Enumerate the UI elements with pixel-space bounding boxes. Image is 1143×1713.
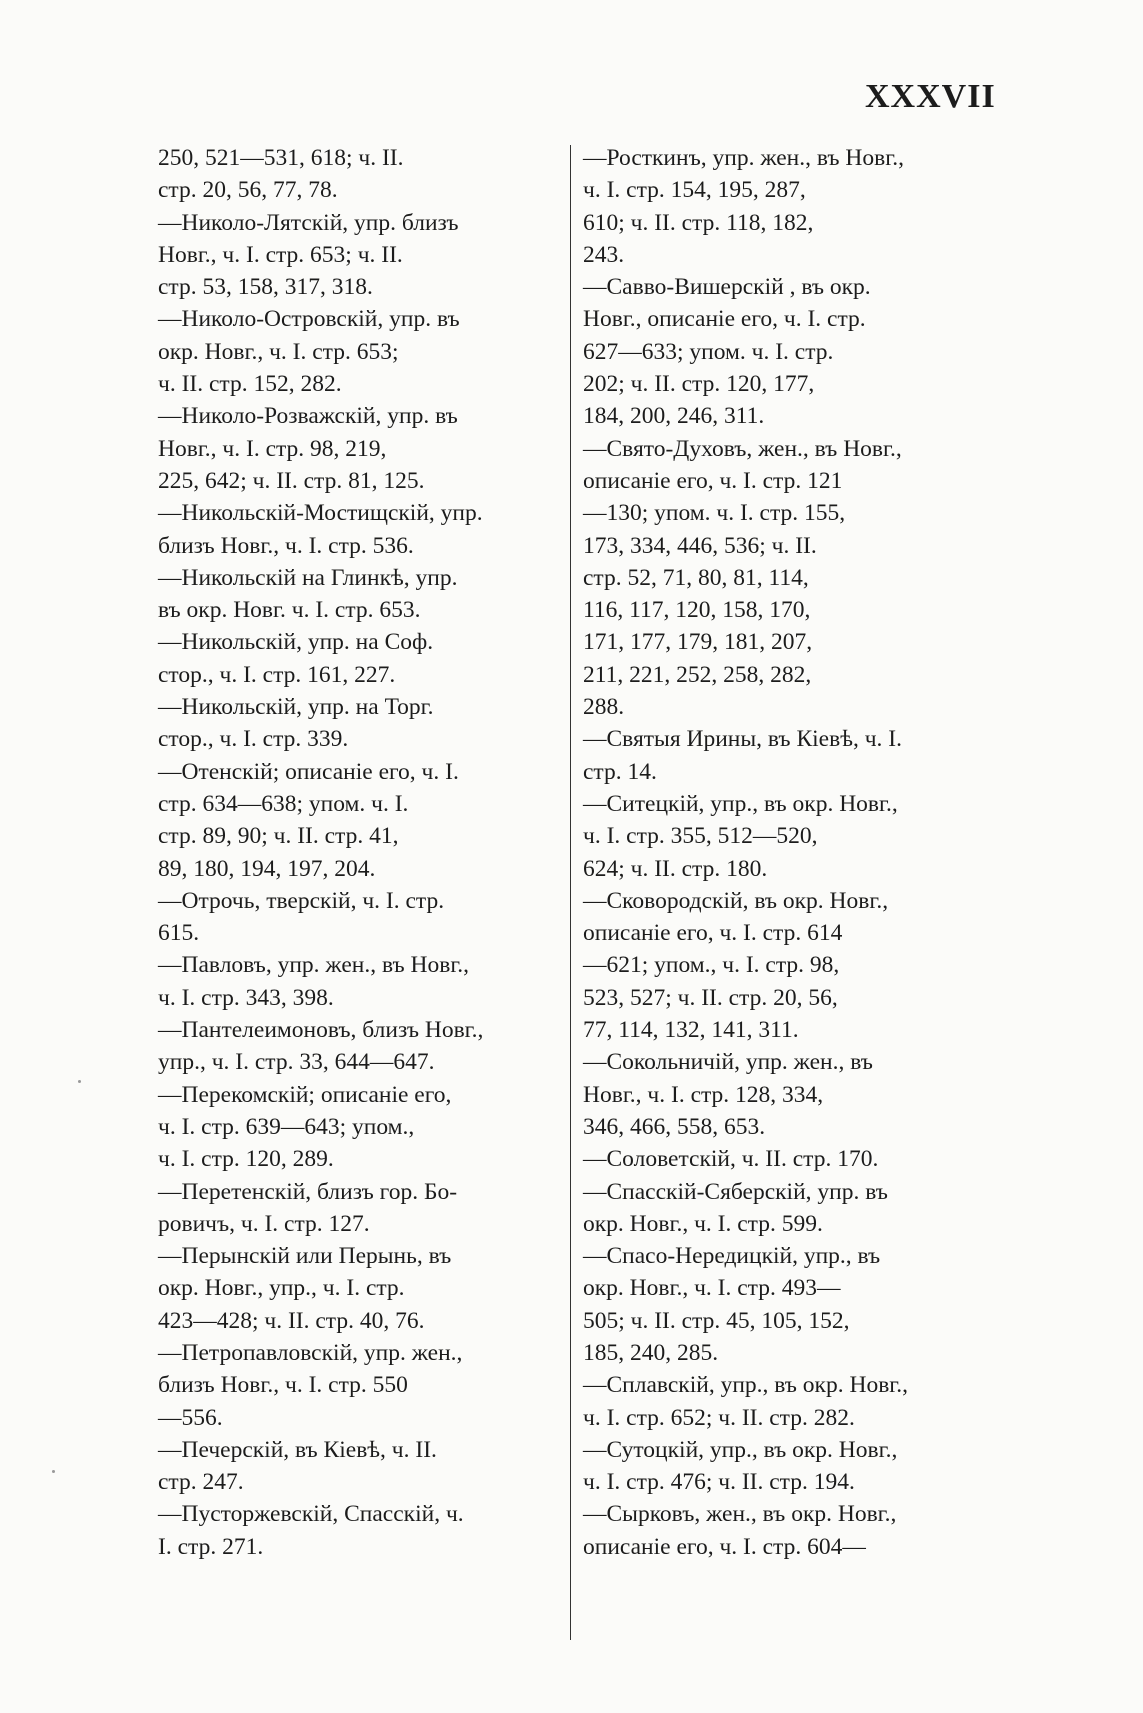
index-line: 225, 642; ч. II. стр. 81, 125. [158,467,425,494]
index-line: окр. Новг., ч. I. стр. 653; [158,338,399,365]
index-line: близъ Новг., ч. I. стр. 550 [158,1372,408,1399]
index-line: Новг., ч. I. стр. 653; ч. II. [158,241,403,268]
index-line: —Перынскій или Перынь, въ [158,1243,452,1270]
right-column [583,142,993,1563]
index-line: —Спасскій-Сяберскій, упр. въ [583,1178,888,1205]
index-line: стр. 247. [158,1469,244,1496]
index-line: —Сырковъ, жен., въ окр. Новг., [583,1501,897,1528]
index-line: описаніе его, ч. I. стр. 614 [583,920,843,947]
index-line: —Павловъ, упр. жен., въ Новг., [158,952,470,979]
index-line: стр. 634—638; упом. ч. I. [158,790,409,817]
index-line: 185, 240, 285. [583,1339,719,1366]
index-line: стр. 53, 158, 317, 318. [158,274,373,301]
index-line: 211, 221, 252, 258, 282, [583,661,812,688]
index-line: 288. [583,694,625,721]
index-line: —Никольскій, упр. на Соф. [158,629,434,656]
index-line: —Сутоцкій, упр., въ окр. Новг., [583,1436,898,1463]
paper-spot [52,1470,55,1473]
index-line: 346, 466, 558, 653. [583,1113,766,1140]
index-line: 624; ч. II. стр. 180. [583,855,768,882]
index-line: ч. I. стр. 652; ч. II. стр. 282. [583,1404,855,1431]
index-line: ч. I. стр. 343, 398. [158,984,334,1011]
index-line: ч. I. стр. 154, 195, 287, [583,177,806,204]
index-line: —Свято-Духовъ, жен., въ Новг., [583,435,902,462]
index-line: ч. I. стр. 476; ч. II. стр. 194. [583,1469,855,1496]
index-line: —Ситецкій, упр., въ окр. Новг., [583,790,898,817]
index-line: —Сковородскій, въ окр. Новг., [583,887,889,914]
index-line: 173, 334, 446, 536; ч. II. [583,532,817,559]
index-line: 116, 117, 120, 158, 170, [583,597,811,624]
index-line: —Соловетскій, ч. II. стр. 170. [583,1146,879,1173]
index-line: —Спасо-Нередицкій, упр., въ [583,1243,881,1270]
column-divider [570,145,571,1640]
index-line: 423—428; ч. II. стр. 40, 76. [158,1307,425,1334]
index-line: стр. 14. [583,758,657,785]
index-line: 243. [583,241,625,268]
index-line: окр. Новг., ч. I. стр. 599. [583,1210,823,1237]
index-line: упр., ч. I. стр. 33, 644—647. [158,1049,435,1076]
index-line: —621; упом., ч. I. стр. 98, [583,952,840,979]
index-line: близъ Новг., ч. I. стр. 536. [158,532,414,559]
index-line: —Николо-Лятскій, упр. близъ [158,209,459,236]
index-line: —Савво-Вишерскій , въ окр. [583,274,871,301]
index-line: ч. I. стр. 639—643; упом., [158,1113,415,1140]
index-line: —Николо-Розважскій, упр. въ [158,403,458,430]
index-line: описаніе его, ч. I. стр. 121 [583,467,843,494]
index-line: окр. Новг., упр., ч. I. стр. [158,1275,405,1302]
index-line: I. стр. 271. [158,1533,264,1560]
index-line: —Отенскій; описаніе его, ч. I. [158,758,459,785]
index-line: —556. [158,1404,223,1431]
index-line: 250, 521—531, 618; ч. II. [158,145,404,171]
index-line: ч. I. стр. 120, 289. [158,1146,334,1173]
index-line: —Петропавловскій, упр. жен., [158,1339,463,1366]
index-line: Новг., описаніе его, ч. I. стр. [583,306,866,333]
page-number: XXXVII [865,78,996,115]
index-line: стр. 20, 56, 77, 78. [158,177,338,204]
index-line: ч. I. стр. 355, 512—520, [583,823,818,850]
index-line: въ окр. Новг. ч. I. стр. 653. [158,597,421,624]
index-line: —Отрочь, тверскій, ч. I. стр. [158,887,445,914]
index-line: Новг., ч. I. стр. 128, 334, [583,1081,824,1108]
index-line: ровичъ, ч. I. стр. 127. [158,1210,370,1237]
index-line: —Никольскій-Мостищскій, упр. [158,500,483,527]
index-line: ч. II. стр. 152, 282. [158,371,342,398]
index-line: —Пусторжевскій, Спасскій, ч. [158,1501,464,1528]
index-line: стор., ч. I. стр. 161, 227. [158,661,396,688]
index-line: —Никольскій, упр. на Торг. [158,694,434,721]
index-line: 523, 527; ч. II. стр. 20, 56, [583,984,838,1011]
index-line: 627—633; упом. ч. I. стр. [583,338,834,365]
paper-spot [78,1080,81,1083]
index-line: окр. Новг., ч. I. стр. 493— [583,1275,841,1302]
index-line: —Никольскій на Глинкѣ, упр. [158,564,458,591]
index-line: 615. [158,920,200,947]
index-line: —130; упом. ч. I. стр. 155, [583,500,846,527]
index-line: стр. 52, 71, 80, 81, 114, [583,564,809,591]
index-line: —Печерскій, въ Кіевѣ, ч. II. [158,1436,437,1463]
index-line: 77, 114, 132, 141, 311. [583,1017,799,1044]
index-line: 202; ч. II. стр. 120, 177, [583,371,815,398]
left-column [158,142,553,1563]
index-line: 89, 180, 194, 197, 204. [158,855,376,882]
index-line: описаніе его, ч. I. стр. 604— [583,1533,866,1560]
index-line: стор., ч. I. стр. 339. [158,726,349,753]
index-line: 171, 177, 179, 181, 207, [583,629,813,656]
index-line: —Перекомскій; описаніе его, [158,1081,452,1108]
index-line: 505; ч. II. стр. 45, 105, 152, [583,1307,850,1334]
index-line: —Пантелеимоновъ, близъ Новг., [158,1017,484,1044]
index-line: 184, 200, 246, 311. [583,403,765,430]
index-line: —Перетенскій, близъ гор. Бо- [158,1178,458,1205]
index-line: 610; ч. II. стр. 118, 182, [583,209,814,236]
index-line: —Сплавскій, упр., въ окр. Новг., [583,1372,909,1399]
index-line: Новг., ч. I. стр. 98, 219, [158,435,387,462]
index-line: —Сокольничій, упр. жен., въ [583,1049,873,1076]
index-line: —Святыя Ирины, въ Кіевѣ, ч. I. [583,726,902,753]
index-line: —Николо-Островскій, упр. въ [158,306,460,333]
index-line: стр. 89, 90; ч. II. стр. 41, [158,823,399,850]
index-line: —Росткинъ, упр. жен., въ Новг., [583,145,904,171]
